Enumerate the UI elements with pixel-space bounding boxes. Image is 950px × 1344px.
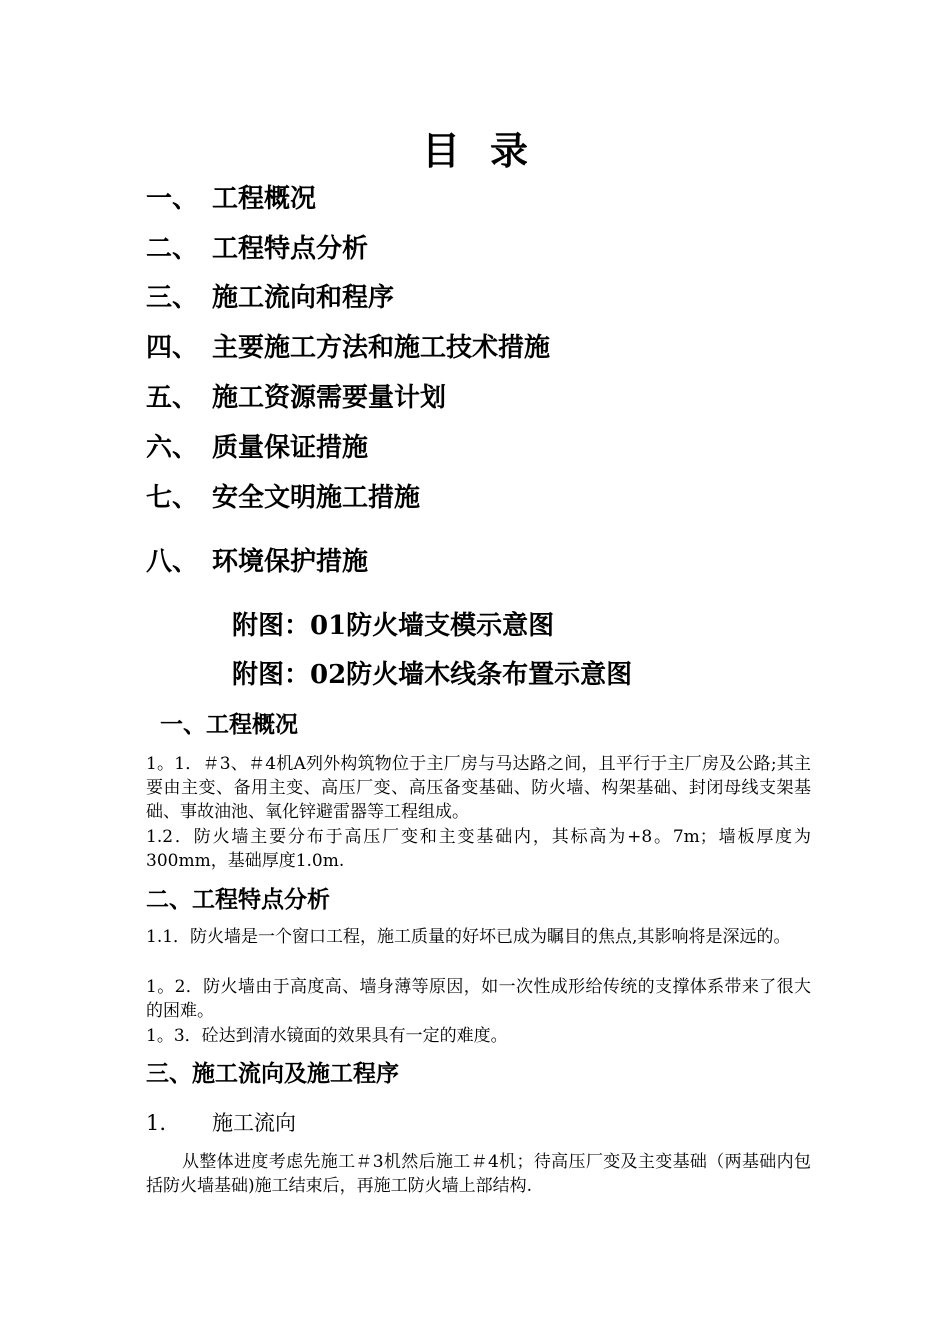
toc-item-label: 工程特点分析	[212, 234, 369, 264]
paragraph: 1.1．防火墙是一个窗口工程，施工质量的好坏已成为瞩目的焦点,其影响将是深远的。	[146, 927, 791, 947]
toc-item-number: 二、	[146, 234, 199, 264]
sub-heading	[146, 1108, 296, 1138]
toc-item-label: 环境保护措施	[212, 547, 369, 577]
toc-item	[146, 330, 550, 366]
toc-item-number: 一、	[146, 184, 199, 214]
toc-title: 目录	[421, 128, 558, 173]
section-heading: 一、工程概况	[160, 711, 298, 738]
paragraph: 从整体进度考虑先施工＃3机然后施工＃4机；待高压厂变及主变基础（两基础内包括防火墙基础)施工结束后，再施工防火墙上部结构.	[146, 1152, 811, 1196]
toc-item-number: 五、	[146, 383, 199, 413]
section-heading: 三、施工流向及施工程序	[146, 1060, 399, 1087]
toc-item-number: 八、	[146, 547, 199, 577]
toc-item-label: 主要施工方法和施工技术措施	[212, 333, 551, 363]
toc-item	[146, 544, 368, 580]
paragraph: 1。3．砼达到清水镜面的效果具有一定的难度。	[146, 1026, 508, 1046]
paragraph: 1.2．防火墙主要分布于高压厂变和主变基础内，其标高为+8。7m；墙板厚度为300mm，基础厚度1.0m.	[146, 827, 811, 871]
section-heading: 二、工程特点分析	[146, 886, 330, 913]
paragraph: 1。1．＃3、＃4机A列外构筑物位于主厂房与马达路之间，且平行于主厂房及公路;其主要由主变、备用主变、高压厂变、高压备变基础、防火墙、构架基础、封闭母线支架基础、事故油池、氧化锌避雷器等工程组成。	[146, 754, 811, 822]
appendix-item: 附图：02防火墙木线条布置示意图	[232, 660, 633, 690]
paragraph: 1。2．防火墙由于高度高、墙身薄等原因，如一次性成形给传统的支撑体系带来了很大的困难。	[146, 977, 811, 1021]
toc-item-number: 三、	[146, 283, 199, 313]
toc-item	[146, 380, 446, 416]
toc-item-label: 工程概况	[212, 184, 317, 214]
toc-item-label: 施工流向和程序	[212, 283, 395, 313]
toc-item	[146, 280, 394, 316]
toc-item-label: 施工资源需要量计划	[212, 383, 447, 413]
toc-item-number: 七、	[146, 483, 199, 513]
toc-item-label: 质量保证措施	[212, 433, 369, 463]
appendix-item: 附图：01防火墙支模示意图	[232, 611, 555, 641]
toc-item-number: 四、	[146, 333, 199, 363]
toc-item	[146, 181, 316, 217]
sub-heading-label: 施工流向	[212, 1111, 296, 1135]
sub-heading-number: 1.	[146, 1111, 167, 1135]
toc-item-label: 安全文明施工措施	[212, 483, 421, 513]
toc-item-number: 六、	[146, 433, 199, 463]
toc-item	[146, 480, 420, 516]
toc-item	[146, 430, 368, 466]
toc-item	[146, 231, 368, 267]
